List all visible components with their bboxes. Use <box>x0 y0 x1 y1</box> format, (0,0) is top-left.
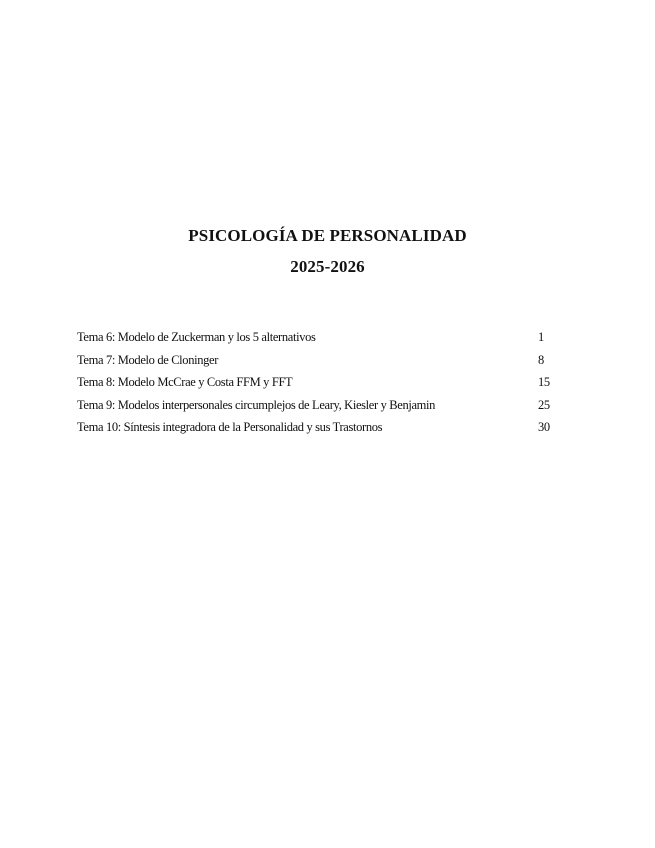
toc-entry-label: Tema 7: Modelo de Cloninger <box>77 352 219 367</box>
table-of-contents <box>77 326 567 439</box>
toc-entry-page: 25 <box>538 397 550 412</box>
toc-entry-page: 1 <box>538 330 544 344</box>
toc-entry-page: 30 <box>538 420 550 434</box>
toc-entry-tema-10[interactable] <box>77 416 567 439</box>
toc-entry-label: Tema 6: Modelo de Zuckerman y los 5 alternativos <box>77 330 316 344</box>
toc-entry-label: Tema 8: Modelo McCrae y Costa FFM y FFT <box>77 375 293 389</box>
toc-entry-tema-7[interactable] <box>77 349 567 372</box>
toc-entry-tema-8[interactable] <box>77 371 567 394</box>
toc-entry-tema-6[interactable] <box>77 326 567 349</box>
toc-entry-page: 15 <box>538 375 550 389</box>
toc-entry-tema-9[interactable] <box>77 394 567 417</box>
document-title: PSICOLOGÍA DE PERSONALIDAD <box>188 226 467 245</box>
toc-entry-page: 8 <box>538 352 544 367</box>
toc-entry-label: Tema 10: Síntesis integradora de la Personalidad y sus Trastornos <box>77 420 383 434</box>
toc-entry-label: Tema 9: Modelos interpersonales circumplejos de Leary, Kiesler y Benjamin <box>77 397 436 412</box>
document-year: 2025-2026 <box>290 257 365 276</box>
